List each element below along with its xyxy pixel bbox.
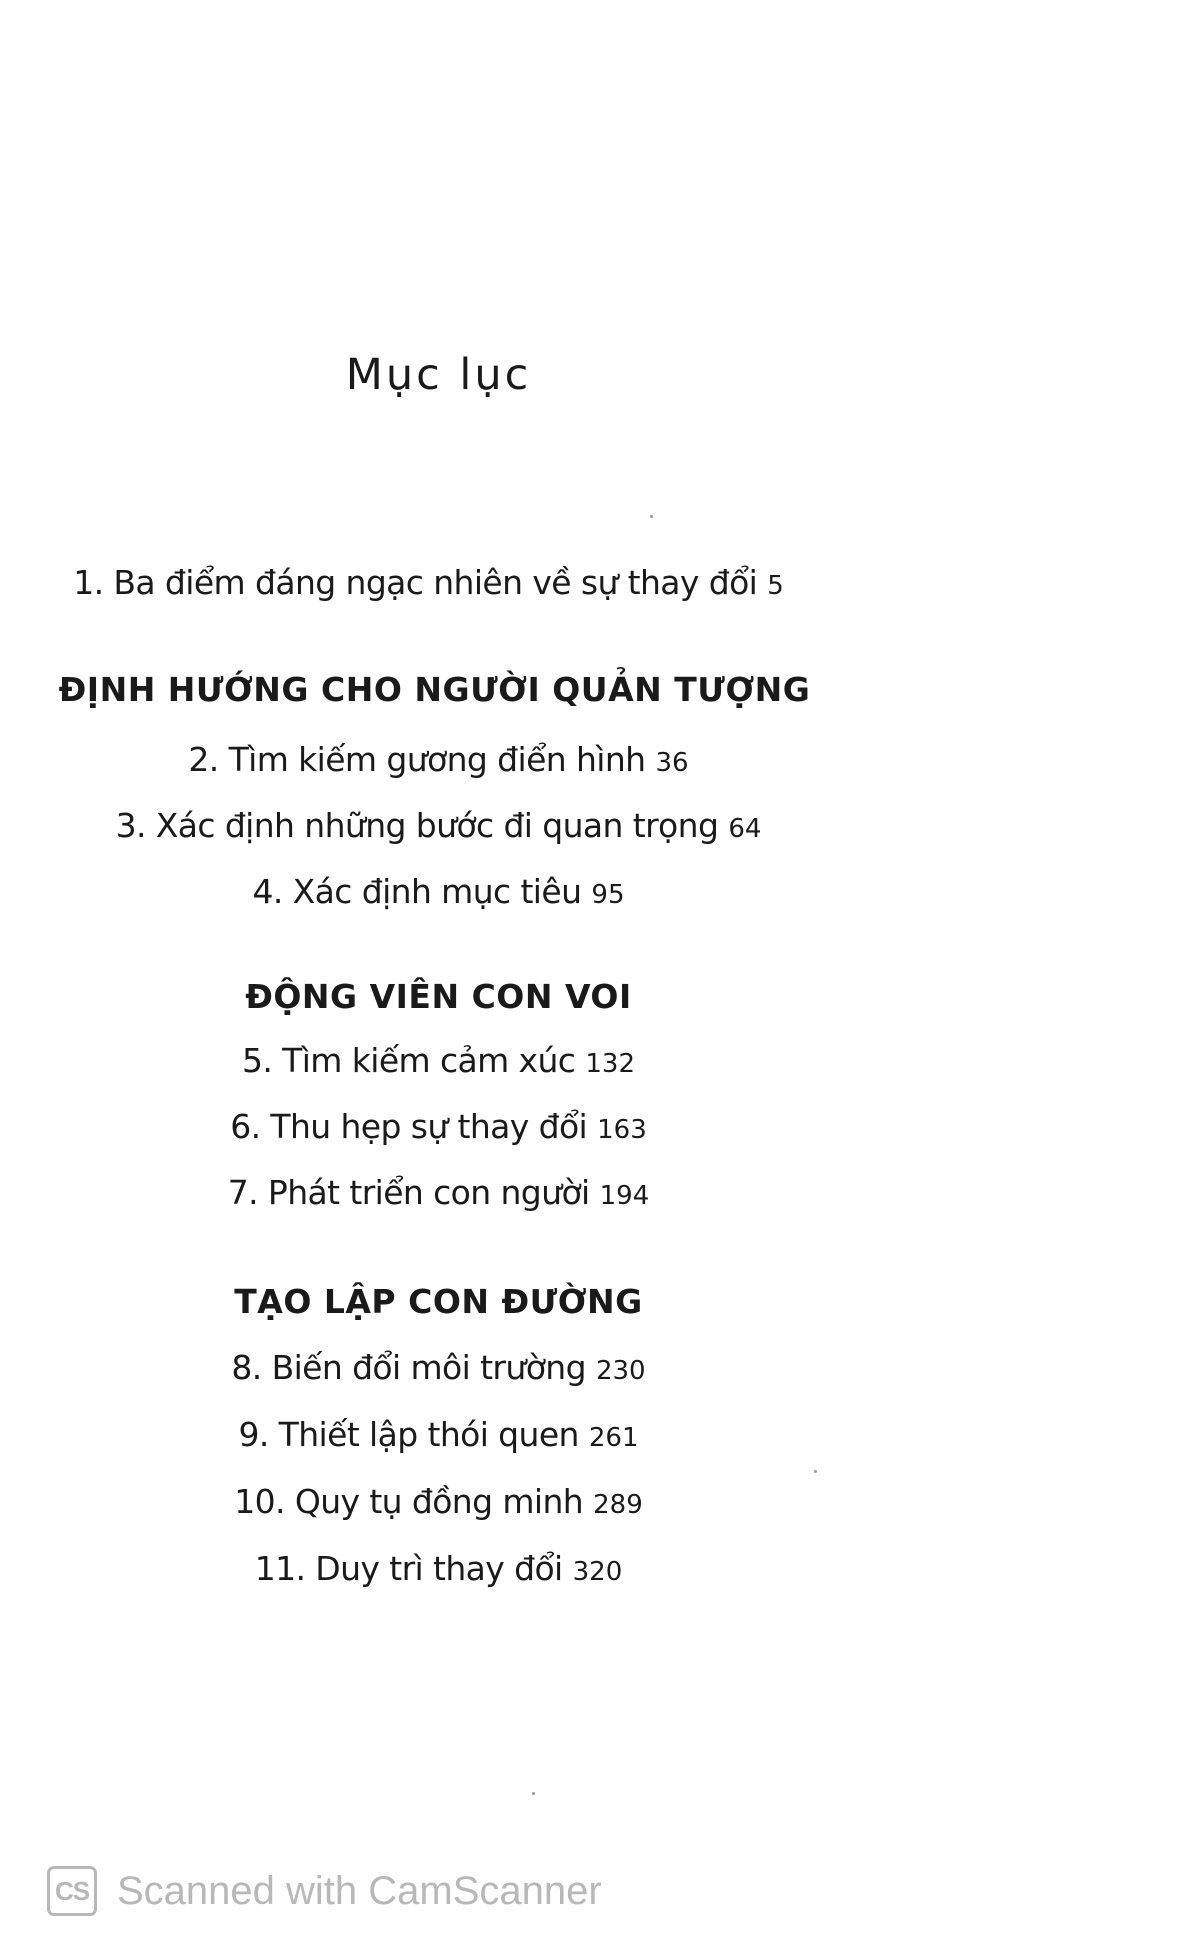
toc-entry-label: 1. Ba điểm đáng ngạc nhiên về sự thay đổi <box>73 563 758 602</box>
scan-speck <box>814 1470 817 1473</box>
toc-entry-6[interactable] <box>0 1102 877 1152</box>
toc-entry-page: 5 <box>767 571 784 601</box>
toc-entry-label: 3. Xác định những bước đi quan trọng <box>115 806 719 845</box>
toc-entry-page: 230 <box>595 1356 646 1386</box>
toc-entry-2[interactable] <box>0 735 877 785</box>
toc-entry-page: 289 <box>593 1490 643 1520</box>
toc-entry-page: 36 <box>655 748 689 778</box>
toc-entry-10[interactable] <box>0 1477 877 1527</box>
toc-entry-3[interactable] <box>0 801 877 851</box>
toc-entry-label: 6. Thu hẹp sự thay đổi <box>230 1107 588 1146</box>
toc-entry-page: 320 <box>572 1557 623 1587</box>
toc-entry-page: 95 <box>591 880 625 910</box>
toc-entry-page: 194 <box>599 1181 650 1211</box>
toc-entry-9[interactable] <box>0 1410 877 1460</box>
toc-entry-label: 5. Tìm kiếm cảm xúc <box>242 1041 576 1080</box>
toc-entry-11[interactable] <box>0 1544 877 1594</box>
toc-entry-label: 11. Duy trì thay đổi <box>254 1549 563 1588</box>
section-heading: TẠO LẬP CON ĐƯỜNG <box>234 1282 643 1321</box>
watermark-text: Scanned with CamScanner <box>117 1868 602 1913</box>
page-title: Mục lục <box>345 350 532 400</box>
camscanner-logo-icon: CS <box>47 1866 97 1916</box>
toc-entry-1[interactable] <box>0 558 867 608</box>
scan-speck <box>532 1792 535 1795</box>
toc-entry-page: 64 <box>728 814 762 844</box>
toc-entry-5[interactable] <box>0 1036 877 1086</box>
toc-entry-page: 163 <box>597 1115 647 1145</box>
scanner-watermark <box>47 1862 602 1920</box>
toc-entry-label: 10. Quy tụ đồng minh <box>234 1482 584 1521</box>
toc-entry-page: 132 <box>585 1049 635 1079</box>
toc-entry-label: 4. Xác định mục tiêu <box>252 872 582 911</box>
toc-entry-8[interactable] <box>0 1343 877 1393</box>
toc-entry-4[interactable] <box>0 867 877 917</box>
toc-entry-page: 261 <box>588 1423 639 1453</box>
toc-entry-label: 2. Tìm kiếm gương điển hình <box>188 740 646 779</box>
toc-entry-label: 8. Biến đổi môi trường <box>231 1348 586 1387</box>
section-heading: ĐỊNH HƯỚNG CHO NGƯỜI QUẢN TƯỢNG <box>58 670 811 709</box>
section-heading: ĐỘNG VIÊN CON VOI <box>245 977 632 1016</box>
toc-entry-label: 7. Phát triển con người <box>227 1173 590 1212</box>
toc-entry-label: 9. Thiết lập thói quen <box>238 1415 579 1454</box>
toc-entry-7[interactable] <box>0 1168 877 1218</box>
scan-speck <box>650 515 653 518</box>
